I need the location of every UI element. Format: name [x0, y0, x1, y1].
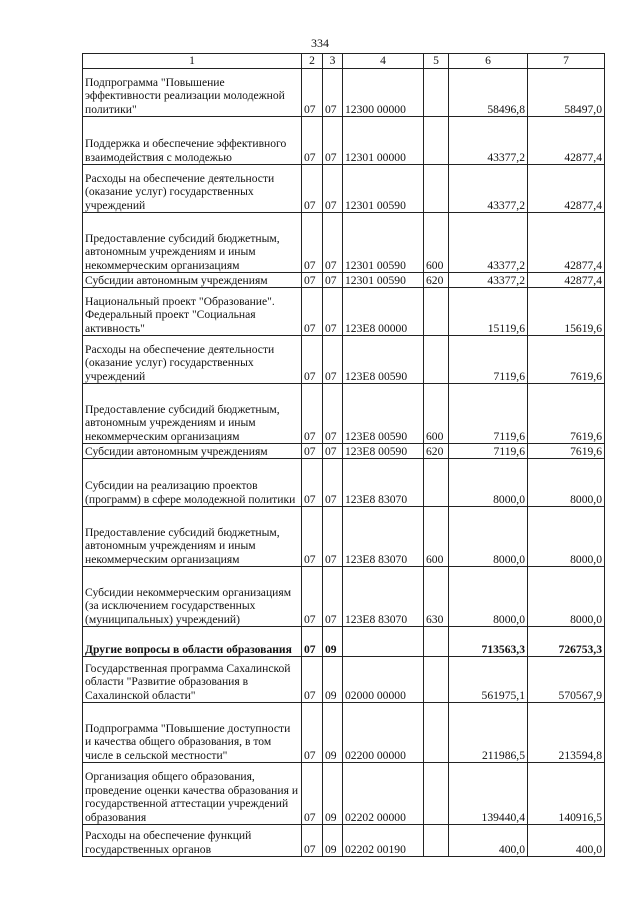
row-target-code: 123E8 00590 — [343, 444, 424, 459]
row-expense-type — [424, 459, 449, 507]
row-subsection: 07 — [323, 117, 343, 165]
row-target-code: 12300 00000 — [343, 69, 424, 117]
row-value-col7: 400,0 — [528, 825, 605, 857]
column-header-7: 7 — [528, 54, 605, 69]
row-subsection: 07 — [323, 288, 343, 336]
row-value-col7: 570567,9 — [528, 657, 605, 703]
row-subsection: 07 — [323, 165, 343, 213]
table-row — [83, 567, 605, 627]
row-expense-type — [424, 825, 449, 857]
row-value-col6: 43377,2 — [449, 165, 528, 213]
row-section: 07 — [302, 763, 323, 825]
row-section: 07 — [302, 165, 323, 213]
table-row — [83, 288, 605, 336]
row-target-code: 123E8 00000 — [343, 288, 424, 336]
row-subsection: 07 — [323, 213, 343, 273]
row-target-code: 12301 00000 — [343, 117, 424, 165]
table-row — [83, 336, 605, 384]
row-name: Предоставление субсидий бюджетным, автономным учреждениям и иным некоммерческим организациям — [83, 213, 302, 273]
table-row — [83, 507, 605, 567]
row-name: Подпрограмма "Повышение доступности и качества общего образования, в том числе в сельской местности" — [83, 703, 302, 763]
row-target-code: 123E8 83070 — [343, 459, 424, 507]
row-subsection: 07 — [323, 507, 343, 567]
row-subsection: 07 — [323, 336, 343, 384]
row-target-code: 123E8 83070 — [343, 507, 424, 567]
row-section: 07 — [302, 459, 323, 507]
row-expense-type — [424, 117, 449, 165]
row-value-col7: 15619,6 — [528, 288, 605, 336]
row-subsection: 09 — [323, 627, 343, 657]
row-section: 07 — [302, 703, 323, 763]
row-subsection: 07 — [323, 567, 343, 627]
row-name: Субсидии автономным учреждениям — [83, 273, 302, 288]
row-value-col6: 7119,6 — [449, 384, 528, 444]
row-target-code — [343, 627, 424, 657]
row-value-col6: 139440,4 — [449, 763, 528, 825]
row-subsection: 07 — [323, 444, 343, 459]
row-name: Расходы на обеспечение функций государственных органов — [83, 825, 302, 857]
header-row — [83, 54, 605, 69]
row-subsection: 09 — [323, 657, 343, 703]
row-expense-type: 600 — [424, 507, 449, 567]
row-expense-type: 600 — [424, 213, 449, 273]
row-expense-type: 630 — [424, 567, 449, 627]
row-expense-type: 620 — [424, 444, 449, 459]
row-expense-type — [424, 288, 449, 336]
row-target-code: 02202 00000 — [343, 763, 424, 825]
row-value-col6: 8000,0 — [449, 507, 528, 567]
row-value-col7: 7619,6 — [528, 444, 605, 459]
row-name: Поддержка и обеспечение эффективного взаимодействия с молодежью — [83, 117, 302, 165]
row-value-col7: 8000,0 — [528, 459, 605, 507]
row-value-col6: 43377,2 — [449, 213, 528, 273]
row-subsection: 09 — [323, 763, 343, 825]
row-subsection: 07 — [323, 69, 343, 117]
column-header-2: 2 — [302, 54, 323, 69]
row-name: Субсидии некоммерческим организациям (за исключением государственных (муниципальных) учреждений) — [83, 567, 302, 627]
row-name: Расходы на обеспечение деятельности (оказание услуг) государственных учреждений — [83, 336, 302, 384]
row-target-code: 123E8 00590 — [343, 384, 424, 444]
table-row — [83, 825, 605, 857]
row-value-col6: 561975,1 — [449, 657, 528, 703]
row-section: 07 — [302, 213, 323, 273]
column-header-4: 4 — [343, 54, 424, 69]
row-value-col7: 213594,8 — [528, 703, 605, 763]
row-target-code: 12301 00590 — [343, 273, 424, 288]
row-section: 07 — [302, 384, 323, 444]
row-value-col7: 42877,4 — [528, 273, 605, 288]
row-section: 07 — [302, 507, 323, 567]
row-name: Расходы на обеспечение деятельности (оказание услуг) государственных учреждений — [83, 165, 302, 213]
row-section: 07 — [302, 288, 323, 336]
table-row — [83, 444, 605, 459]
row-expense-type — [424, 703, 449, 763]
row-name: Национальный проект "Образование". Федеральный проект "Социальная активность" — [83, 288, 302, 336]
row-value-col6: 400,0 — [449, 825, 528, 857]
row-name: Другие вопросы в области образования — [83, 627, 302, 657]
row-value-col6: 58496,8 — [449, 69, 528, 117]
column-header-5: 5 — [424, 54, 449, 69]
row-target-code: 123E8 83070 — [343, 567, 424, 627]
table-row — [83, 384, 605, 444]
row-value-col7: 7619,6 — [528, 336, 605, 384]
page-number: 334 — [311, 36, 329, 50]
row-section: 07 — [302, 336, 323, 384]
row-value-col7: 7619,6 — [528, 384, 605, 444]
row-subsection: 07 — [323, 273, 343, 288]
row-value-col7: 8000,0 — [528, 567, 605, 627]
row-subsection: 07 — [323, 384, 343, 444]
row-expense-type: 620 — [424, 273, 449, 288]
row-value-col7: 58497,0 — [528, 69, 605, 117]
table-row — [83, 213, 605, 273]
row-section: 07 — [302, 627, 323, 657]
row-name: Государственная программа Сахалинской области "Развитие образования в Сахалинской области" — [83, 657, 302, 703]
column-header-1: 1 — [83, 54, 302, 69]
row-value-col6: 211986,5 — [449, 703, 528, 763]
row-value-col6: 43377,2 — [449, 117, 528, 165]
row-target-code: 123E8 00590 — [343, 336, 424, 384]
row-subsection: 07 — [323, 459, 343, 507]
table-row — [83, 165, 605, 213]
row-expense-type — [424, 336, 449, 384]
row-value-col7: 42877,4 — [528, 165, 605, 213]
row-value-col6: 7119,6 — [449, 336, 528, 384]
table-row — [83, 117, 605, 165]
row-value-col7: 42877,4 — [528, 213, 605, 273]
row-value-col7: 140916,5 — [528, 763, 605, 825]
row-expense-type — [424, 763, 449, 825]
row-expense-type — [424, 165, 449, 213]
row-value-col6: 15119,6 — [449, 288, 528, 336]
row-target-code: 02000 00000 — [343, 657, 424, 703]
row-value-col6: 7119,6 — [449, 444, 528, 459]
row-value-col6: 713563,3 — [449, 627, 528, 657]
row-value-col7: 726753,3 — [528, 627, 605, 657]
table-row — [83, 69, 605, 117]
row-subsection: 09 — [323, 825, 343, 857]
row-target-code: 02202 00190 — [343, 825, 424, 857]
row-target-code: 12301 00590 — [343, 213, 424, 273]
column-header-3: 3 — [323, 54, 343, 69]
row-name: Предоставление субсидий бюджетным, автономным учреждениям и иным некоммерческим организациям — [83, 507, 302, 567]
row-expense-type — [424, 627, 449, 657]
row-target-code: 12301 00590 — [343, 165, 424, 213]
row-section: 07 — [302, 273, 323, 288]
table-row — [83, 763, 605, 825]
row-name: Подпрограмма "Повышение эффективности реализации молодежной политики" — [83, 69, 302, 117]
row-name: Организация общего образования, проведение оценки качества образования и государственной аттестации учреждений образования — [83, 763, 302, 825]
row-expense-type — [424, 69, 449, 117]
table-row — [83, 657, 605, 703]
table-row — [83, 627, 605, 657]
row-section: 07 — [302, 444, 323, 459]
row-section: 07 — [302, 657, 323, 703]
row-value-col6: 8000,0 — [449, 567, 528, 627]
row-section: 07 — [302, 567, 323, 627]
row-value-col7: 8000,0 — [528, 507, 605, 567]
row-expense-type: 600 — [424, 384, 449, 444]
row-subsection: 09 — [323, 703, 343, 763]
row-value-col7: 42877,4 — [528, 117, 605, 165]
table-row — [83, 703, 605, 763]
row-name: Субсидии на реализацию проектов (программ) в сфере молодежной политики — [83, 459, 302, 507]
row-section: 07 — [302, 117, 323, 165]
row-name: Предоставление субсидий бюджетным, автономным учреждениям и иным некоммерческим организациям — [83, 384, 302, 444]
row-name: Субсидии автономным учреждениям — [83, 444, 302, 459]
column-header-6: 6 — [449, 54, 528, 69]
row-value-col6: 43377,2 — [449, 273, 528, 288]
budget-table — [82, 53, 605, 857]
row-target-code: 02200 00000 — [343, 703, 424, 763]
row-section: 07 — [302, 825, 323, 857]
row-value-col6: 8000,0 — [449, 459, 528, 507]
row-expense-type — [424, 657, 449, 703]
table-row — [83, 273, 605, 288]
row-section: 07 — [302, 69, 323, 117]
table-row — [83, 459, 605, 507]
